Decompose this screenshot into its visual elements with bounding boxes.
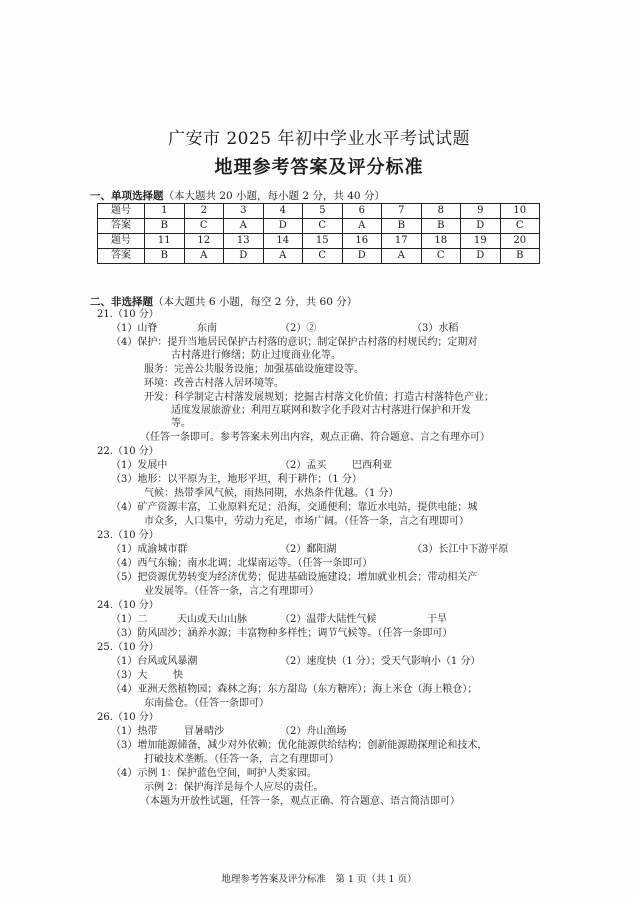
answer-line: （3）防风固沙；涵养水源；丰富物种多样性；调节气候等。（任答一条即可） [111,628,453,639]
answer-line: （4）保护：提升当地居民保护古村落的意识；制定保护古村落的村规民约；定期对 [111,337,478,348]
answer-line: 干旱 [427,614,447,625]
table-cell: 9 [461,204,501,219]
answer-line: 示例 2：保护海洋是每个人应尽的责任。 [144,782,324,793]
answer-line: （2）舟山渔场 [280,726,347,737]
section-two-note: （本大题共 6 小题，每空 2 分，共 60 分） [153,296,358,308]
answer-line: 21.（10 分） [97,309,159,320]
answer-line: （1）山脊 [111,323,158,334]
answer-line: 适度发展旅游业；利用互联网和数字化手段对古村落进行保护和开发 [171,405,471,416]
answer-line: （1）热带 [111,726,158,737]
table-cell: C [500,219,540,234]
section-one-note: （本大题共 20 小题，每小题 2 分，共 40 分） [163,190,385,202]
answer-line: 等。 [171,418,191,429]
table-row-label: 题号 [98,204,145,219]
section-two-heading [90,294,357,309]
answer-line: 打破技术垄断。（任答一条，言之有理即可） [144,754,339,765]
answer-line: 快 [173,670,183,681]
table-cell: 19 [461,234,501,249]
table-cell: 18 [421,234,461,249]
answer-line: 24.（10 分） [97,600,159,611]
answer-line: 古村落进行修缮；防止过度商业化等。 [171,350,341,361]
table-cell: B [421,219,461,234]
answer-line: （2）② [280,323,317,334]
table-cell: A [224,219,264,234]
answer-line: （4）亚洲天然植物园；森林之海；东方甜岛（东方糖库）；海上米仓（海上粮仓）； [111,684,478,695]
table-row-label: 答案 [98,219,145,234]
answer-line: （4）西气东输；南水北调；北煤南运等。（任答一条即可） [111,558,373,569]
table-cell: 15 [303,234,343,249]
table-cell: C [421,249,461,264]
answer-line: 业发展等。（任答一条，言之有理即可） [144,586,319,597]
table-cell: 2 [184,204,224,219]
answer-line: 25.（10 分） [97,642,159,653]
table-cell: C [184,219,224,234]
table-cell: D [263,219,303,234]
table-cell: 13 [224,234,264,249]
table-cell: D [461,219,501,234]
answer-line: 市众多，人口集中，劳动力充足，市场广阔。（任答一条，言之有理即可） [144,516,469,527]
table-cell: A [263,249,303,264]
answer-line: （2）孟买 [280,460,327,471]
table-cell: C [303,249,343,264]
table-row [98,249,540,264]
table-cell: A [382,249,422,264]
table-row [98,219,540,234]
answer-line: 冒暑晴沙 [184,726,224,737]
table-cell: B [145,249,185,264]
answer-line: 开发：科学制定古村落发展规划；挖掘古村落文化价值；打造古村落特色产业； [144,392,494,403]
answer-line: （3）地形：以平原为主，地形平坦，利于耕作；（1 分） [111,474,362,485]
table-cell: 4 [263,204,303,219]
answer-line: 气候：热带季风气候，雨热同期，水热条件优越。（1 分） [144,488,399,499]
table-cell: D [461,249,501,264]
table-cell: 6 [342,204,382,219]
answer-line: （1）发展中 [111,460,168,471]
answer-line: （任答一条即可。参考答案未列出内容，观点正确、符合题意、言之有理亦可） [140,432,490,443]
table-cell: 17 [382,234,422,249]
answer-line: （4）矿产资源丰富，工业原料充足；沿海，交通便利；靠近水电站，提供电能；城 [111,502,478,513]
table-cell: 20 [500,234,540,249]
answer-line: （1）台风或风暴潮 [111,656,198,667]
answer-line: 22.（10 分） [97,446,159,457]
answer-line: 23.（10 分） [97,530,159,541]
multiple-choice-answer-table [97,203,540,264]
table-cell: B [500,249,540,264]
answer-line: 26.（10 分） [97,712,159,723]
table-cell: A [342,219,382,234]
table-cell: 10 [500,204,540,219]
answer-line: （1）成渝城市群 [111,544,188,555]
table-cell: B [382,219,422,234]
table-cell: 14 [263,234,303,249]
section-one-title: 一、单项选择题 [90,190,164,202]
answer-line: 环境：改善古村落人居环境等。 [144,378,284,389]
table-cell: A [184,249,224,264]
table-row-label: 答案 [98,249,145,264]
table-cell: 8 [421,204,461,219]
table-cell: 7 [382,204,422,219]
section-two-title: 二、非选择题 [90,296,153,308]
answer-line: 服务：完善公共服务设施；加强基础设施建设等。 [144,364,364,375]
page-footer: 地理参考答案及评分标准 第 1 页（共 1 页） [221,874,417,885]
table-cell: 1 [145,204,185,219]
exam-title: 广安市 2025 年初中学业水平考试试题 [167,129,471,149]
table-row [98,234,540,249]
answer-line: 巴西利亚 [352,460,392,471]
answer-line: （5）把资源优势转变为经济优势；促进基础设施建设；增加就业机会；带动相关产 [111,572,478,583]
answer-line: 天山或天山山脉 [177,614,247,625]
answer-line: （2）鄱阳湖 [280,544,337,555]
answer-line: （2）温带大陆性气候 [280,614,377,625]
table-cell: C [303,219,343,234]
answer-line: （3）增加能源储备，减少对外依赖；优化能源供给结构；创新能源勘探理论和技术， [111,740,488,751]
table-row-label: 题号 [98,234,145,249]
table-cell: 5 [303,204,343,219]
answer-line: （1）二 [111,614,148,625]
table-cell: D [342,249,382,264]
answer-line: （2）速度快（1 分）；受天气影响小（1 分） [280,656,481,667]
table-cell: B [145,219,185,234]
answer-line: （3）大 [111,670,148,681]
table-cell: 16 [342,234,382,249]
table-cell: 3 [224,204,264,219]
table-cell: 11 [145,234,185,249]
table-row [98,204,540,219]
answer-line: 东南 [197,323,217,334]
answer-line: （4）示例 1：保护蓝色空间，呵护人类家园。 [111,768,317,779]
answer-line: （本题为开放性试题，任答一条，观点正确、符合题意、语言简洁即可） [140,796,460,807]
answer-line: （3）水稻 [412,323,459,334]
answer-line: （3）长江中下游平原 [412,544,509,555]
answer-key-subtitle: 地理参考答案及评分标准 [214,157,424,178]
table-cell: D [224,249,264,264]
section-one-heading [90,188,385,203]
table-cell: 12 [184,234,224,249]
answer-line: 东南盐仓。（任答一条即可） [144,698,269,709]
